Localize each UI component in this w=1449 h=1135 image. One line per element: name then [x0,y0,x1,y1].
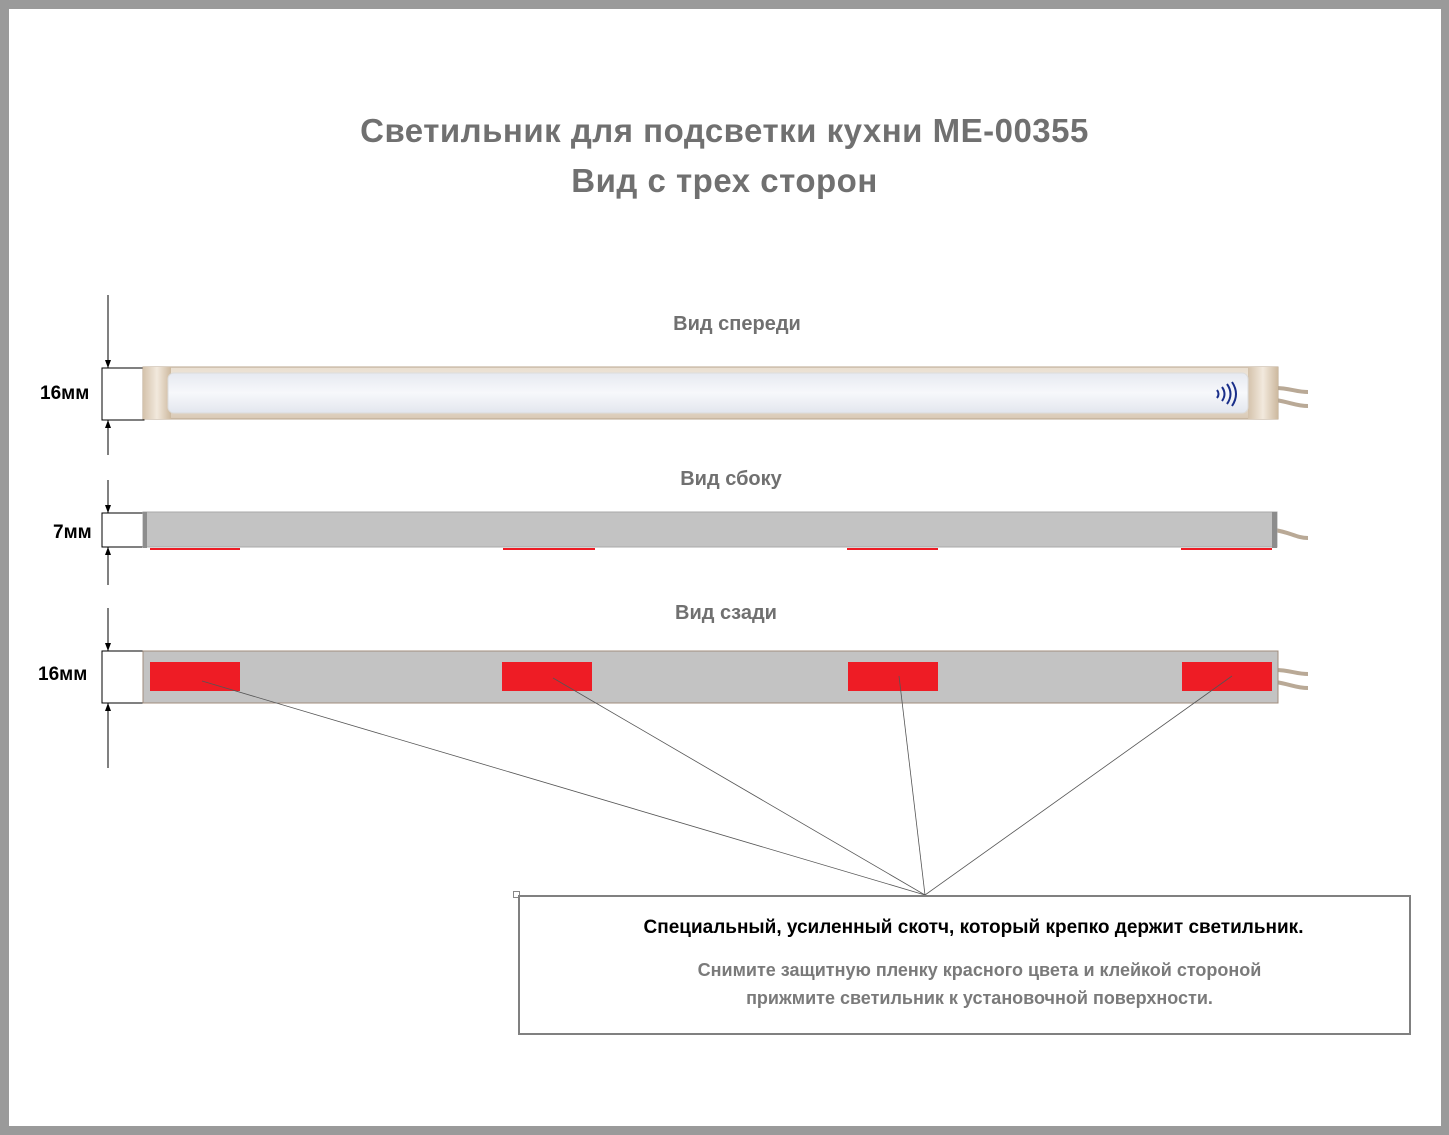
back-tape-3 [848,662,938,691]
back-tape-2 [502,662,592,691]
side-tape-4 [1181,548,1272,550]
side-height-label: 7мм [53,522,92,543]
side-lamp-body [143,512,1277,547]
back-arrow-bottom [105,703,111,711]
back-cable-2 [1275,682,1308,688]
front-left-endcap [143,367,171,419]
callout-lines [202,676,1232,895]
side-arrow-top [105,505,111,513]
front-diffuser [168,373,1248,413]
back-tape-4 [1182,662,1272,691]
back-tape-1 [150,662,240,691]
front-right-endcap [1248,367,1278,419]
callout-line-1 [202,681,925,895]
side-tape-1 [150,548,240,550]
front-view-label: Вид спереди [673,313,801,335]
note-main-text: Специальный, усиленный скотч, который крепко держит светильник. [643,917,1304,938]
back-view-label: Вид сзади [675,602,777,624]
front-arrow-top [105,360,111,368]
front-height-label: 16мм [40,383,90,404]
note-sub-line-2: прижмите светильник к установочной поверхности. [746,988,1213,1008]
side-left-end [143,512,147,548]
side-view-label: Вид сбоку [680,468,782,490]
callout-line-3 [899,676,925,895]
side-view [102,480,1308,585]
note-instructions [520,956,1409,1012]
callout-line-4 [925,676,1232,895]
page-title: Светильник для подсветки кухни ME-00355 [360,112,1089,149]
callout-line-2 [553,678,925,895]
front-cable [1275,388,1308,392]
front-arrow-bottom [105,420,111,428]
side-dimension-box [102,513,144,547]
back-height-label: 16мм [38,664,88,685]
side-cable [1274,530,1308,538]
side-tape-3 [847,548,938,550]
front-cable-2 [1275,400,1308,406]
front-dimension-box [102,368,144,420]
side-tape-2 [503,548,595,550]
side-arrow-bottom [105,547,111,555]
note-box [518,895,1411,1035]
back-lamp-body [143,651,1278,703]
front-view [102,295,1308,455]
back-cable [1275,670,1308,674]
back-dimension-box [102,651,144,703]
back-arrow-top [105,643,111,651]
page-subtitle: Вид с трех сторон [571,162,878,199]
side-right-end [1272,512,1277,548]
note-sub-line-1: Снимите защитную пленку красного цвета и клейкой стороной [697,960,1262,980]
back-view [102,608,1308,768]
